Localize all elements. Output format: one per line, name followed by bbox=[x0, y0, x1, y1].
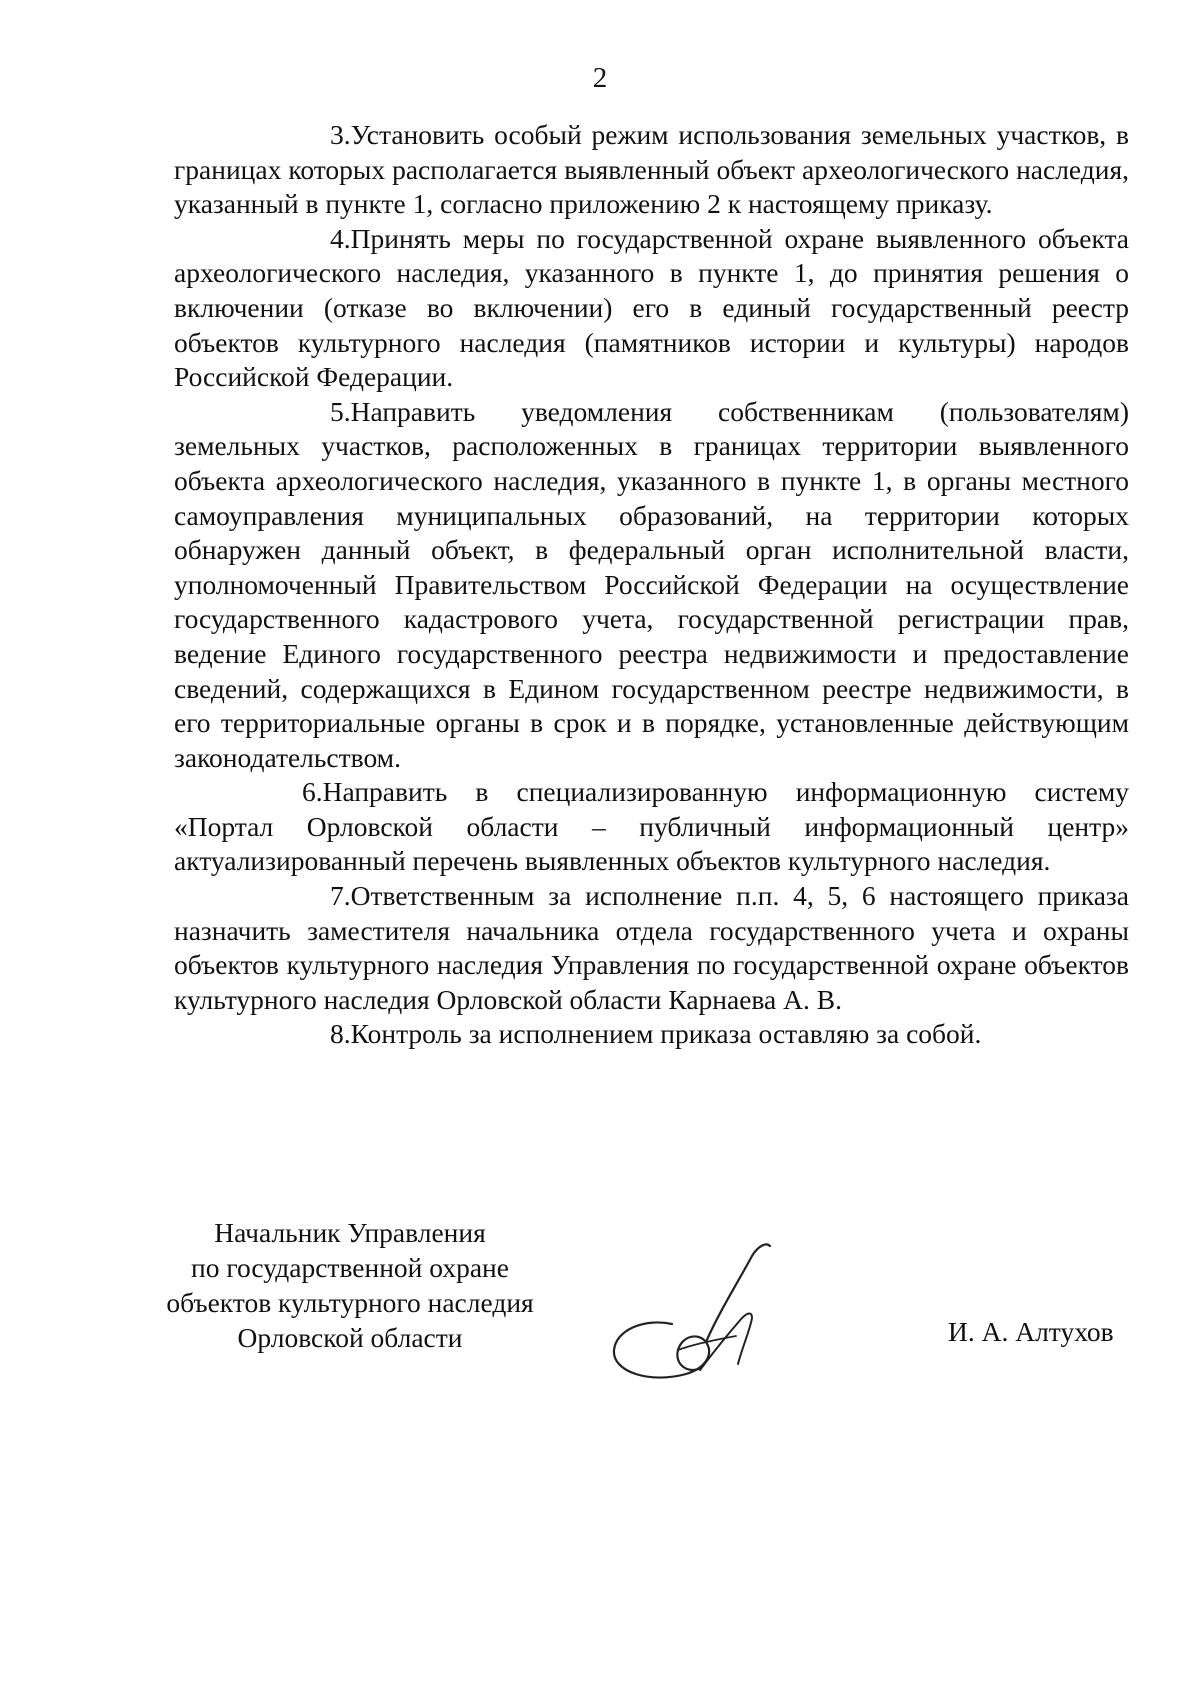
paragraph-7 bbox=[174, 879, 1129, 1017]
paragraph-8 bbox=[174, 1017, 1129, 1052]
paragraph-text: Направить в специализированную информационную систему «Портал Орловской области – публичный информационный центр» актуализированный перечень выявленных объектов культурного наследия. bbox=[174, 776, 1129, 877]
signatory-title bbox=[150, 1215, 550, 1355]
signatory-title-line: объектов культурного наследия bbox=[166, 1287, 534, 1318]
signatory-title-line: Начальник Управления bbox=[214, 1217, 486, 1248]
paragraph-number: 4. bbox=[330, 222, 351, 254]
paragraph-6 bbox=[174, 775, 1129, 879]
paragraph-number: 5. bbox=[330, 395, 351, 427]
paragraph-5 bbox=[174, 395, 1129, 776]
signer-name: И. А. Алтухов bbox=[948, 1316, 1114, 1347]
signatory-title-line: Орловской области bbox=[237, 1322, 463, 1353]
paragraph-number: 7. bbox=[330, 880, 351, 912]
paragraph-number: 8. bbox=[330, 1018, 351, 1050]
signatory-title-line: по государственной охране bbox=[191, 1252, 509, 1283]
paragraph-text: Контроль за исполнением приказа оставляю за собой. bbox=[350, 1018, 982, 1050]
paragraph-text: Установить особый режим использования земельных участков, в границах которых располагается выявленный объект археологического наследия, указанный в пункте 1, согласно приложению 2 к настоящему приказу. bbox=[174, 119, 1129, 220]
paragraph-4 bbox=[174, 222, 1129, 395]
paragraph-text: Принять меры по государственной охране выявленного объекта археологического наследия, указанного в пункте 1, до принятия решения о включении (отказе во включении) его в единый государственный реестр объектов культурного наследия (памятников истории и культуры) народов Российской Федерации. bbox=[174, 222, 1129, 393]
paragraph-text: Ответственным за исполнение п.п. 4, 5, 6 настоящего приказа назначить заместителя начальника отдела государственного учета и охраны объектов культурного наследия Управления по государственной охране объектов культурного наследия Орловской области Карнаева А. В. bbox=[174, 880, 1129, 1015]
paragraph-3 bbox=[174, 118, 1129, 222]
paragraph-text: Направить уведомления собственникам (пользователям) земельных участков, расположенных в границах территории выявленного объекта археологического наследия, указанного в пункте 1, в органы местного самоуправления муниципальных образований, на территории которых обнаружен данный объект, в федеральный орган исполнительной власти, уполномоченный Правительством Российской Федерации на осуществление государственного кадастрового учета, государственной регистрации прав, ведение Единого государственного реестра недвижимости и предоставление сведений, содержащихся в Едином государственном реестре недвижимости, в его территориальные органы в срок и в порядке, установленные действующим законодательством. bbox=[174, 395, 1129, 773]
document-body bbox=[174, 118, 1129, 1052]
paragraph-number: 6. bbox=[302, 776, 323, 808]
handwritten-signature-icon bbox=[602, 1238, 812, 1393]
paragraph-number: 3. bbox=[330, 119, 351, 150]
page-number: 2 bbox=[592, 62, 608, 94]
